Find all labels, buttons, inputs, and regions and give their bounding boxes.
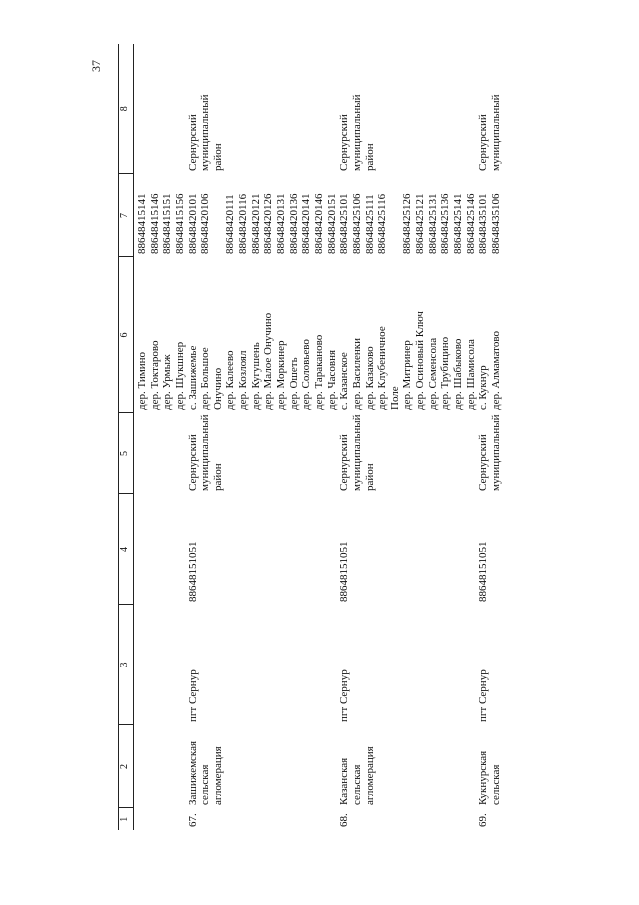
settlement-name: дер. Митринер [401,340,414,410]
settlement-name: дер. Тараканово [312,334,325,410]
center-code: 88648151051 [186,541,199,602]
oktmo-code: 88648425121 [414,193,427,254]
center-code: 88648151051 [338,541,351,602]
settlement-name: дер. Моркинер [275,340,288,410]
district-line: Сернурский [338,114,351,171]
row-number: 67. [186,813,199,827]
oktmo-code: 88648420121 [249,193,262,254]
oktmo-code [389,177,402,254]
column-number-row [119,44,134,830]
district [338,44,477,174]
settlement-name: дер. Клубеничное [376,326,389,410]
name-line: Зашижемская [186,740,199,805]
name-line: Кукнурская [477,750,490,805]
settlement-name: дер. Кугушень [249,342,262,410]
settlement-name: дер. Семенсола [426,337,439,410]
municipality-line: Сернурский [186,434,199,491]
municipality [187,413,339,494]
page-number: 37 [89,60,103,72]
district-line: район [363,143,376,171]
oktmo-code: 88648425146 [464,193,477,254]
settlement-name: Поле [388,386,401,410]
settlement-name: дер. Трубицино [439,336,452,410]
oktmo-code: 88648425126 [401,193,414,254]
oktmo-code: 88648420141 [300,193,313,254]
oktmo-code: 88648420101 [186,193,199,254]
code-list [187,174,339,257]
oktmo-code: 88648420151 [325,193,338,254]
municipality-line: Сернурский [477,434,490,491]
oktmo-code: 88648425111 [363,194,376,254]
name-line: сельская [199,764,212,805]
settlement-name: дер. Ошеть [287,357,300,410]
municipality-line: район [363,463,376,491]
oktmo-code: 88648415156 [173,193,186,254]
municipality [338,413,477,494]
settlement-name: дер. Урмыж [161,354,174,410]
column-header: 4 [119,494,134,605]
oktmo-code [212,177,225,254]
settlement-name: дер. Часовня [325,349,338,410]
oktmo-code: 88648420106 [199,193,212,254]
settlement-list [187,257,339,413]
agglomeration-name [187,725,339,808]
table-sheet [118,44,572,830]
table-row [134,44,187,830]
column-header: 1 [119,808,134,830]
district-line: район [211,143,224,171]
municipality-line: муниципальный [350,414,363,491]
municipality-line: район [211,463,224,491]
settlement-list [338,257,477,413]
district-line: муниципальный [489,94,502,171]
oktmo-code: 88648420126 [262,193,275,254]
column-header: 3 [119,605,134,725]
oktmo-code: 88648425131 [426,193,439,254]
oktmo-code: 88648420146 [312,193,325,254]
oktmo-code: 88648420111 [224,194,237,254]
column-header: 2 [119,725,134,808]
settlement-list [134,257,187,413]
municipality [477,413,502,494]
agglomeration-name [477,725,502,808]
oktmo-code: 88648425101 [338,193,351,254]
oktmo-code: 88648425136 [439,193,452,254]
settlement-name: дер. Большое [199,347,212,410]
oktmo-code: 88648435101 [477,193,490,254]
code-list [134,174,187,257]
table-row [338,44,477,830]
column-header: 5 [119,413,134,494]
oktmo-code: 88648425116 [376,193,389,254]
district [477,44,502,174]
center-code: 88648151051 [477,541,490,602]
code-list [477,174,502,257]
settlement-name: дер. Соловьево [300,339,313,410]
oktmo-code: 88648435106 [489,193,502,254]
settlement-name: дер. Шукшнер [173,341,186,410]
district [187,44,339,174]
district-line: Сернурский [477,114,490,171]
district-line: муниципальный [199,94,212,171]
oktmo-code: 88648425106 [350,193,363,254]
table-row [187,44,339,830]
row-number: 69. [477,813,490,827]
settlement-name: дер. Козлоял [237,350,250,410]
settlement-name: дер. Казаково [363,346,376,410]
municipality-line: муниципальный [199,414,212,491]
column-header: 8 [119,44,134,174]
center-name: пгт Сернур [338,669,351,722]
settlement-name: дер. Осиновый Ключ [414,311,427,410]
column-header: 7 [119,174,134,257]
name-line: агломерация [363,746,376,805]
agglomeration-table [118,44,503,830]
district-line: муниципальный [350,94,363,171]
center-name: пгт Сернур [477,669,490,722]
center-name: пгт Сернур [186,669,199,722]
settlement-list [477,257,502,413]
code-list [338,174,477,257]
settlement-name: дер. Токтарово [148,340,161,410]
name-line: сельская [350,764,363,805]
settlement-name: с. Зашижемье [186,345,199,410]
oktmo-code: 88648420131 [275,193,288,254]
agglomeration-name [338,725,477,808]
settlement-name: Онучино [211,367,224,410]
oktmo-code: 88648425141 [452,193,465,254]
oktmo-code: 88648415151 [161,193,174,254]
table-row [477,44,502,830]
name-line: агломерация [211,746,224,805]
column-header: 6 [119,257,134,413]
settlement-name: дер. Шамисола [464,339,477,410]
municipality-line: муниципальный [489,414,502,491]
settlement-name: дер. Малое Онучино [262,312,275,410]
settlement-name: дер. Василенки [350,338,363,410]
oktmo-code: 88648415141 [136,193,148,254]
settlement-name: дер. Тимино [136,351,148,410]
name-line: Казанская [338,757,351,805]
settlement-name: дер. Алмаматово [489,331,502,410]
settlement-name: дер. Шабыково [452,338,465,410]
oktmo-code: 88648420136 [287,193,300,254]
row-number: 68. [338,813,351,827]
district-line: Сернурский [186,114,199,171]
oktmo-code: 88648415146 [148,193,161,254]
settlement-name: с. Кукнур [477,365,490,410]
settlement-name: с. Казанское [338,352,351,410]
settlement-name: дер. Калеево [224,350,237,410]
name-line: сельская [489,764,502,805]
municipality-line: Сернурский [338,434,351,491]
oktmo-code: 88648420116 [237,193,250,254]
